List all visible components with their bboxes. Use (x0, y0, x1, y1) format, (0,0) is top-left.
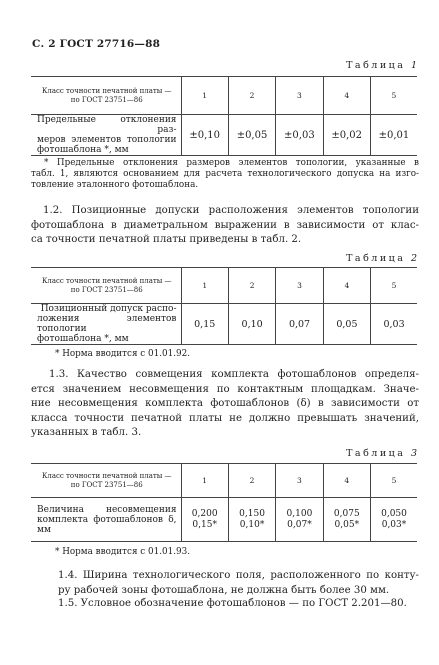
table-3-header-row (31, 464, 417, 498)
table-3-value-2: 0,150 0,10* (228, 498, 275, 542)
table-2-class-1: 1 (181, 268, 228, 304)
table-1-value-1: ±0,10 (181, 115, 228, 156)
table-1-row-label: Предельные отклонения раз- меров элементов топологии фотошаблона *, мм (37, 115, 177, 155)
table-3-class-1: 1 (181, 464, 228, 498)
table-1-class-4: 4 (323, 77, 370, 115)
table-2-header-row (31, 268, 417, 304)
table-2-class-2: 2 (228, 268, 275, 304)
table-1-class-5: 5 (370, 77, 417, 115)
table-2-value-3: 0,07 (276, 304, 323, 345)
table-3-value-1: 0,200 0,15* (181, 498, 228, 542)
table-3-caption (346, 448, 417, 459)
table-1 (31, 76, 417, 156)
table-3-footnote: * Норма вводится с 01.01.93. (55, 547, 190, 557)
table-2-class-5: 5 (371, 268, 417, 304)
paragraph-1-5: 1.5. Условное обозначение фотошаблонов — по ГОСТ 2.201—80. (58, 598, 407, 609)
table-1-header-row (31, 77, 417, 115)
table-3-caption-number: 3 (410, 448, 417, 459)
table-3-value-4: 0,075 0,05* (323, 498, 370, 542)
paragraph-1-2: 1.2. Позиционные допуски расположения элементов топологии фотошаблона в диаметральном выражении в зависимости от клас- са точности печатной платы приведены в табл. 2. (31, 205, 419, 245)
table-3-class-4: 4 (323, 464, 370, 498)
table-1-caption-word: Таблица (346, 60, 406, 71)
table-2-caption (346, 253, 417, 264)
paragraph-1-3: 1.3. Качество совмещения комплекта фотошаблонов определя- ется значением несовмещения по контактным площадкам. Значе- ние несовмещения комплекта фотошаблонов (δ) в зависимости от класса точности печатной платы не должно превышать значений, указанных в табл. 3. (31, 369, 419, 438)
table-3-data-row (31, 498, 417, 542)
table-3-class-5: 5 (371, 464, 418, 498)
table-1-value-4: ±0,02 (323, 115, 370, 156)
table-2-class-4: 4 (323, 268, 370, 304)
table-2-header-label: Класс точности печатной платы — по ГОСТ 23751—86 (31, 268, 181, 304)
table-3-row-label: Величина несовмещения комплекта фотошаблонов δ, мм (37, 504, 177, 535)
paragraph-1-4: 1.4. Ширина технологического поля, расположенного по конту- ру рабочей зоны фотошаблона, не должна быть более 30 мм. (58, 570, 419, 596)
table-1-value-3: ±0,03 (276, 115, 323, 156)
table-1-caption (346, 60, 417, 71)
table-3-value-3: 0,100 0,07* (276, 498, 323, 542)
table-2-value-5: 0,03 (371, 304, 417, 345)
table-3-value-5: 0,050 0,03* (371, 498, 418, 542)
table-3 (31, 463, 417, 542)
table-1-caption-number: 1 (410, 60, 417, 71)
table-1-value-2: ±0,05 (228, 115, 275, 156)
table-1-header-label: Класс точности печатной платы — по ГОСТ 23751—86 (31, 77, 181, 115)
table-1-footnote-line-2: табл. 1, являются основанием для расчета технологического допуска на изго- (31, 169, 419, 179)
table-2 (31, 267, 417, 345)
table-1-footnote-line-3: товление эталонного фотошаблона. (31, 180, 199, 190)
table-2-value-1: 0,15 (181, 304, 228, 345)
table-1-class-1: 1 (181, 77, 228, 115)
table-3-caption-word: Таблица (346, 448, 406, 459)
table-3-class-3: 3 (276, 464, 323, 498)
table-3-header-label: Класс точности печатной платы — по ГОСТ 23751—86 (31, 464, 181, 498)
table-2-caption-word: Таблица (346, 253, 406, 264)
table-2-class-3: 3 (276, 268, 323, 304)
table-1-value-5: ±0,01 (370, 115, 417, 156)
table-1-footnote-line-1: * Предельные отклонения размеров элементов топологии, указанные в (44, 158, 419, 168)
table-1-data-row (31, 115, 417, 156)
table-1-class-3: 3 (276, 77, 323, 115)
table-2-data-row (31, 304, 417, 345)
table-2-caption-number: 2 (410, 253, 417, 264)
table-2-value-4: 0,05 (323, 304, 370, 345)
page-header: С. 2 ГОСТ 27716—88 (32, 38, 161, 50)
table-2-footnote: * Норма вводится с 01.01.92. (55, 349, 190, 359)
table-3-class-2: 2 (228, 464, 275, 498)
table-1-class-2: 2 (228, 77, 275, 115)
table-2-row-label: Позиционный допуск распо- ложения элементов топологии фотошаблона *, мм (37, 304, 177, 344)
table-2-value-2: 0,10 (228, 304, 275, 345)
